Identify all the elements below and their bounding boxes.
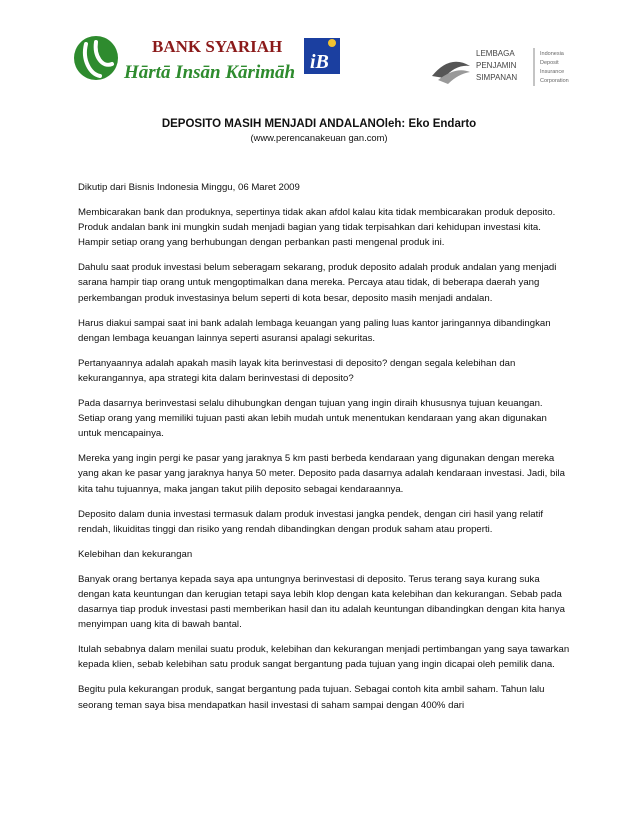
paragraph: Dikutip dari Bisnis Indonesia Minggu, 06 Maret 2009 <box>78 182 300 193</box>
paragraph: Dahulu saat produk investasi belum seberagam sekarang, produk deposito adalah produk andalan yang menjadi sarana hampir tiap orang untuk mengoptimalkan dana mereka. Percaya atau tidak, di beberapa daerah yang perkembangan produk investasinya belum seperti di kota besar, deposito masih menjadi andalan. <box>78 262 557 304</box>
svg-text:Indonesia: Indonesia <box>540 51 564 57</box>
paragraph: Mereka yang ingin pergi ke pasar yang jaraknya 5 km pasti berbeda kendaraan yang digunakan dengan mereka yang akan ke pasar yang jaraknya hanya 50 meter. Deposito pada dasarnya adalah kendaraan investasi. Jadi, bila kita tahu tujuannya, maka jangan takut pilih deposito sebagai kendaraannya. <box>78 453 565 495</box>
bank-tagline-text: Hārtā Insān Kārimāh <box>124 62 296 83</box>
paragraph: Deposito dalam dunia investasi termasuk dalam produk investasi jangka pendek, dengan ciri hasil yang relatif rendah, likuiditas tinggi dan risiko yang rendah dibandingkan dengan produk saham atau properti. <box>78 508 544 535</box>
paragraph: Banyak orang bertanya kepada saya apa untungnya berinvestasi di deposito. Terus terang saya kurang suka dengan kata keuntungan dan kerugian tetapi saya lebih klop dengan kata kelebihan dan kekurangan. Sebab pada dasarnya tiap produk investasi pasti memberikan hasil dan itu adalah keuntungan dibandingkan dengan kita hanya menyimpan uang kita di bawah bantal. <box>78 573 565 631</box>
svg-text:SIMPANAN: SIMPANAN <box>476 73 518 82</box>
svg-text:LEMBAGA: LEMBAGA <box>476 49 515 58</box>
svg-text:Insurance: Insurance <box>540 69 565 75</box>
ib-badge-text: iB <box>310 51 329 73</box>
paragraph: Pada dasarnya berinvestasi selalu dihubungkan dengan tujuan yang ingin diraih khususnya tujuan keuangan. Setiap orang yang memiliki tujuan pasti akan lebih mudah untuk menentukan kendaraan yang akan digunakan untuk mencapainya. <box>78 398 547 440</box>
svg-text:Deposit: Deposit <box>540 60 559 66</box>
title-block <box>60 118 578 143</box>
paragraph: Begitu pula kekurangan produk, sangat bergantung pada tujuan. Sebagai contoh kita ambil saham. Tahun lalu seorang teman saya bisa mendapatkan hasil investasi di saham sampai dengan 400% dari <box>78 684 545 711</box>
bank-name-text: BANK SYARIAH <box>152 37 283 56</box>
document-source: (www.perencanakeuan gan.com) <box>250 132 388 143</box>
page-header <box>0 0 638 110</box>
paragraph: Harus diakui sampai saat ini bank adalah lembaga keuangan yang paling luas kantor jaringannya dibandingkan dengan lembaga keuangan lainnya seperti asuransi apalagi sekuritas. <box>78 317 551 344</box>
lps-logo <box>430 46 600 92</box>
svg-text:PENJAMIN: PENJAMIN <box>476 61 517 70</box>
document-title: DEPOSITO MASIH MENJADI ANDALANOleh: Eko Endarto <box>161 118 477 130</box>
svg-text:Corporation: Corporation <box>540 78 569 84</box>
section-heading: Kelebihan dan kekurangan <box>78 548 193 560</box>
document-body <box>78 180 570 723</box>
paragraph: Itulah sebabnya dalam menilai suatu produk, kelebihan dan kekurangan menjadi pertimbangan yang saya tawarkan kepada klien, sebab kelebihan satu produk sangat bergantung pada tujuan yang ingin dicapai oleh pemilik dana. <box>78 644 570 671</box>
bank-syariah-logo <box>72 30 342 92</box>
paragraph: Pertanyaannya adalah apakah masih layak kita berinvestasi di deposito? dengan segala kelebihan dan kekurangannya, apa strategi kita dalam berinvestasi di deposito? <box>78 357 516 384</box>
paragraph: Membicarakan bank dan produknya, sepertinya tidak akan afdol kalau kita tidak membicarakan produk deposito. Produk andalan bank ini mungkin sudah menjadi bagian yang tidak terpisahkan dari kehidupan investasi kita. Hampir setiap orang yang berhubungan dengan perbankan pasti mengenal produk ini. <box>78 207 556 249</box>
